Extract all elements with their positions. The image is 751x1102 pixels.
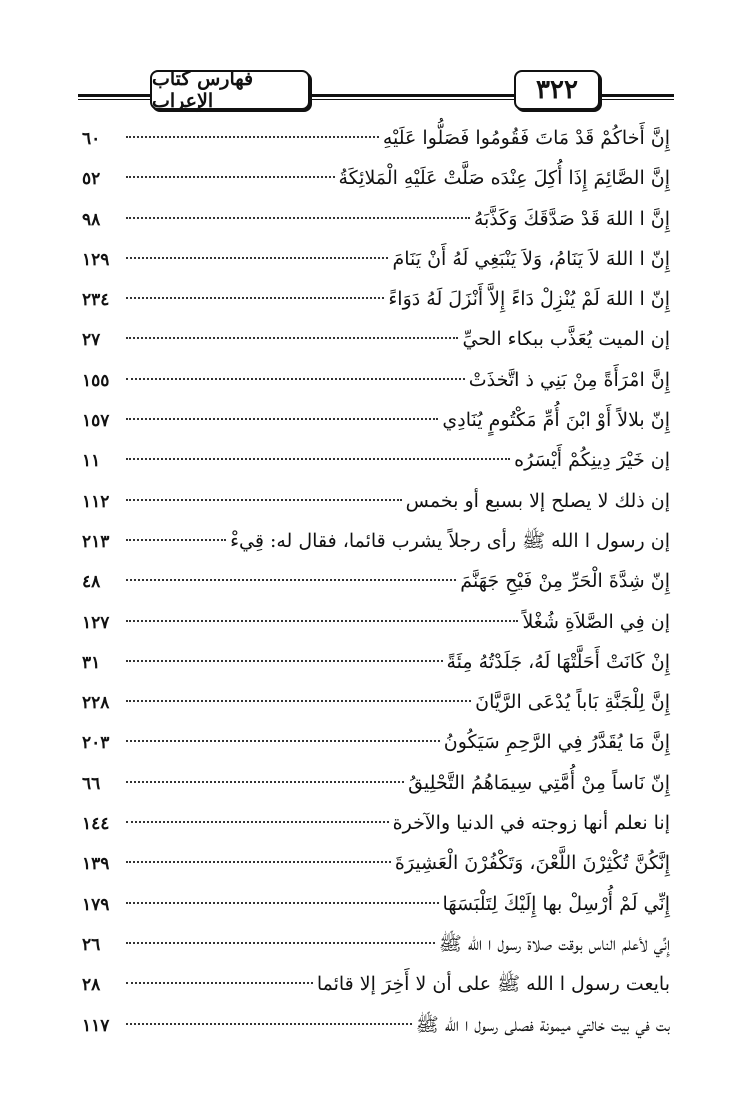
dot-leader [126, 297, 384, 299]
dot-leader [126, 821, 389, 823]
index-entry [82, 763, 670, 803]
entry-text: إن فِي الصَّلاَةِ شُغْلاً [522, 610, 670, 633]
entry-page-number: ١٥٥ [82, 370, 110, 391]
dot-leader [126, 579, 456, 581]
index-entry [82, 319, 670, 359]
entry-text: إِنَّ ا اللهَ قَدْ صَدَّقَكَ وَكَذَّبَهُ [473, 207, 670, 230]
entry-text: إِنَّ امْرَأَةً مِنْ بَنِي ذ اتَّخذَتْ [468, 368, 670, 391]
entry-page-number: ٢٠٣ [82, 733, 110, 754]
index-entry [82, 561, 670, 601]
entry-page-number: ٦٦ [82, 773, 101, 794]
entry-text: إِنَّ الصَّائِمَ إِذَا أُكِلَ عِنْدَه صَلَّتْ عَلَيْهِ الْمَلائِكَةُ [338, 167, 670, 190]
entry-page-number: ١٣٩ [82, 854, 110, 875]
dot-leader [126, 136, 379, 138]
entry-text: إِنّ بلالاً أَوْ ابْنَ أُمِّ مَكْتُومٍ يُنَادِي [442, 409, 670, 432]
entry-text: إن رسول ا الله ﷺ رأى رجلاً يشرب قائما، فقال له: قِيءْ [230, 529, 670, 552]
index-entry [82, 279, 670, 319]
entry-text: إِنِّي لأعلم الناس بوقت صلاة رسول ا الله ﷺ [438, 932, 670, 955]
entry-text: بت في بيت خالتي ميمونة فصلى رسول ا الله ﷺ [415, 1013, 670, 1036]
entry-page-number: ١١٧ [82, 1015, 110, 1036]
entry-text: إن ذلك لا يصلح إلا بسبع أو بخمس [405, 489, 670, 512]
dot-leader [126, 902, 439, 904]
dot-leader [126, 176, 335, 178]
dot-leader [126, 740, 440, 742]
dot-leader [126, 942, 435, 944]
index-entry [82, 602, 670, 642]
entry-text: إِنّ نَاساً مِنْ أُمَّتِي سِيمَاهُمُ التَّحْلِيقُ [408, 771, 670, 794]
entry-page-number: ١٢٧ [82, 612, 110, 633]
entry-page-number: ١١ [82, 451, 101, 472]
dot-leader [126, 781, 404, 783]
entry-text: إِنّ ا اللهَ لاَ يَنَامُ، وَلاَ يَنْبَغِي لَهُ أَنْ يَنَامَ [392, 247, 670, 270]
dot-leader [126, 1023, 412, 1025]
entry-page-number: ١٤٤ [82, 814, 110, 835]
index-list [82, 118, 670, 1045]
header-title-box [150, 70, 310, 110]
entry-page-number: ٩٨ [82, 209, 101, 230]
dot-leader [126, 337, 458, 339]
index-entry [82, 682, 670, 722]
entry-text: إِنَّ مَا يُقَدَّرُ فِي الرَّحِمِ سَيَكُونُ [443, 731, 670, 754]
entry-text: إِنَّكُنَّ تُكْثِرْنَ اللَّعْنَ، وَتَكْفُرْنَ الْعَشِيرَةَ [394, 852, 670, 875]
entry-text: إن الميت يُعَذَّب ببكاء الحيِّ [462, 328, 670, 351]
entry-page-number: ١٢٩ [82, 249, 110, 270]
entry-page-number: ٢١٣ [82, 531, 110, 552]
index-entry [82, 722, 670, 762]
page-number: ٣٢٢ [536, 75, 578, 105]
entry-page-number: ٢٣٤ [82, 290, 110, 311]
dot-leader [126, 257, 388, 259]
entry-page-number: ٢٧ [82, 330, 101, 351]
dot-leader [126, 982, 313, 984]
dot-leader [126, 499, 402, 501]
entry-page-number: ٥٢ [82, 169, 101, 190]
entry-text: إِنّ شِدَّةَ الْحَرِّ مِنْ فَيْحِ جَهَنَّمَ [460, 570, 670, 593]
index-entry [82, 158, 670, 198]
dot-leader [126, 700, 471, 702]
index-entry [82, 239, 670, 279]
dot-leader [126, 620, 518, 622]
index-entry [82, 199, 670, 239]
entry-text: بايعت رسول ا الله ﷺ على أن لا أَخِرَ إلا قائما [316, 973, 670, 996]
entry-text: إِنْ كَانَتْ أَحَلَّتْهَا لَهُ، جَلَدْتُهُ مِئَةً [446, 650, 670, 673]
index-entry [82, 521, 670, 561]
entry-page-number: ٢٨ [82, 975, 101, 996]
index-entry [82, 400, 670, 440]
index-entry [82, 642, 670, 682]
index-entry [82, 118, 670, 158]
index-entry [82, 884, 670, 924]
index-entry [82, 803, 670, 843]
header-title: فهارس كتاب الإعراب [152, 68, 254, 112]
index-entry [82, 843, 670, 883]
dot-leader [126, 418, 438, 420]
entry-page-number: ٦٠ [82, 129, 101, 149]
index-entry [82, 440, 670, 480]
dot-leader [126, 660, 443, 662]
entry-text: إِنّ ا اللهَ لَمْ يُنْزِلْ دَاءً إِلاَّ أَنْزَلَ لَهُ دَوَاءً [388, 288, 670, 311]
entry-text: إنا نعلم أنها زوجته في الدنيا والآخرة [392, 812, 670, 835]
dot-leader [126, 378, 465, 380]
entry-page-number: ١٧٩ [82, 894, 110, 915]
dot-leader [126, 458, 510, 460]
entry-text: إِنَّ أَخاكُمْ قَدْ مَاتَ فَقُومُوا فَصَلُّوا عَلَيْهِ [382, 127, 670, 149]
entry-text: إِنَّ لِلْجَنَّةِ بَاباً يُدْعَى الرَّيَّانَ [475, 691, 670, 714]
index-entry [82, 481, 670, 521]
entry-page-number: ١١٢ [82, 491, 110, 512]
index-entry [82, 360, 670, 400]
entry-text: إِنِّي لَمْ أُرْسِلْ بها إِلَيْكَ لِتَلْبَسَهَا [442, 892, 670, 915]
index-entry [82, 964, 670, 1004]
entry-page-number: ٢٦ [82, 934, 101, 955]
entry-page-number: ٤٨ [82, 572, 101, 593]
index-entry [82, 924, 670, 964]
entry-text: إن خَيْرَ دِينِكُمْ أَيْسَرُه [514, 449, 670, 472]
header-page-box [514, 70, 600, 110]
entry-page-number: ١٥٧ [82, 411, 110, 432]
dot-leader [126, 539, 226, 541]
entry-page-number: ٢٢٨ [82, 693, 110, 714]
dot-leader [126, 217, 470, 219]
index-entry [82, 1005, 670, 1045]
dot-leader [126, 861, 391, 863]
entry-page-number: ٣١ [82, 652, 101, 673]
